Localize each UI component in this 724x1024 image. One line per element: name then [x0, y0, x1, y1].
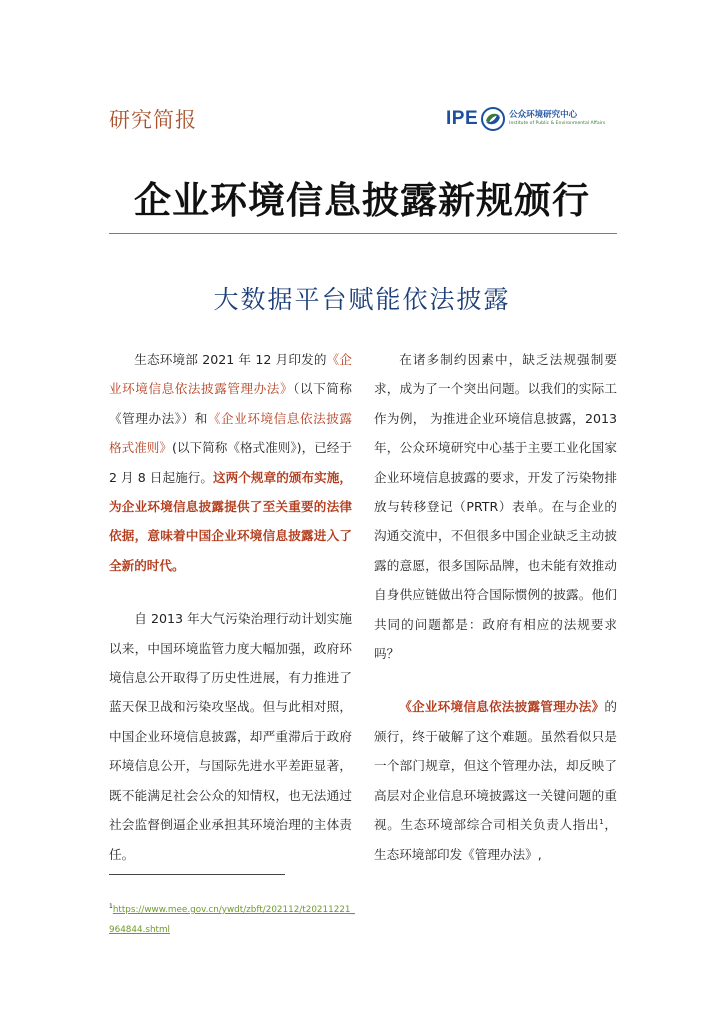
logo-name-en: Institute of Public & Environmental Affairs — [509, 120, 606, 126]
title-divider — [109, 233, 617, 234]
ipe-logo — [446, 106, 616, 132]
footnote-ref[interactable]: 1 — [599, 817, 604, 826]
ipe-emblem-icon — [481, 107, 505, 131]
p1-text-2: （以下简称《管理办法》）和 — [109, 381, 353, 426]
page-title: 企业环境信息披露新规颁行 — [134, 179, 590, 222]
p4-text-2: ，生态环境部印发《管理办法》, — [374, 817, 618, 862]
p1-law-title-1: 《企业环境信息依法披露管理办法》 — [109, 352, 353, 397]
p1-text-3: (以下简称《格式准则》)，已经于 2 月 8 日起施行。 — [109, 440, 352, 485]
paragraph-2: 自 2013 年大气污染治理行动计划实施以来，中国环境监管力度大幅加强，政府环境信息公开取得了历史性进展，有力推进了蓝天保卫战和污染攻坚战。但与此相对照，中国企业环境信息披露，却严重滞后于政府环境信息公开，与国际先进水平差距显著，既不能满足社会公众的知情权，也无法通过社会监督倒逼企业承担其环境治理的主体责任。 — [109, 611, 352, 862]
footnote-divider — [109, 874, 285, 875]
p4-law-title: 《企业环境信息依法披露管理办法》 — [399, 699, 605, 715]
logo-name-cn: 公众环境研究中心 — [509, 110, 578, 121]
right-column — [374, 345, 617, 869]
footnote-number: 1 — [109, 903, 113, 910]
p1-law-title-2: 《企业环境信息依法披露格式准则》 — [109, 410, 353, 456]
p1-text-1: 生态环境部 2021 年 12 月印发的 — [134, 352, 327, 367]
paragraph-3: 在诸多制约因素中，缺乏法规强制要求，成为了一个突出问题。以我们的实际工作为例， 为推进企业环境信息披露，2013 年，公众环境研究中心基于主要工业化国家企业环境信息披露的要求，开发了污染物排放与转移登记（PRTR）表单。在与企业的沟通交流中，不但很多中国企业缺乏主动披露的意愿，很多国际品牌，也未能有效推动自身供应链做出符合国际惯例的披露。他们共同的问题都是：政府有相应的法规要求吗？ — [374, 352, 617, 662]
footnote-link[interactable]: https://www.mee.gov.cn/ywdt/zbft/202112/t20211221_964844.shtml — [109, 904, 355, 935]
logo-abbr: IPE — [446, 108, 479, 129]
paragraph-4 — [374, 692, 617, 868]
p4-text-1: 的颁行，终于破解了这个难题。虽然看似只是一个部门规章，但这个管理办法，却反映了高层对企业信息环境披露这一关键问题的重视。生态环境部综合司相关负责人指出 — [374, 699, 617, 833]
paragraph-1 — [109, 345, 352, 580]
footnote — [109, 897, 355, 940]
page-subtitle: 大数据平台赋能依法披露 — [213, 285, 511, 314]
p1-highlight: 这两个规章的颁布实施，为企业环境信息披露提供了至关重要的法律依据，意味着中国企业环境信息披露进入了全新的时代。 — [109, 469, 352, 573]
brief-label: 研究简报 — [109, 108, 197, 132]
left-column — [109, 345, 352, 869]
